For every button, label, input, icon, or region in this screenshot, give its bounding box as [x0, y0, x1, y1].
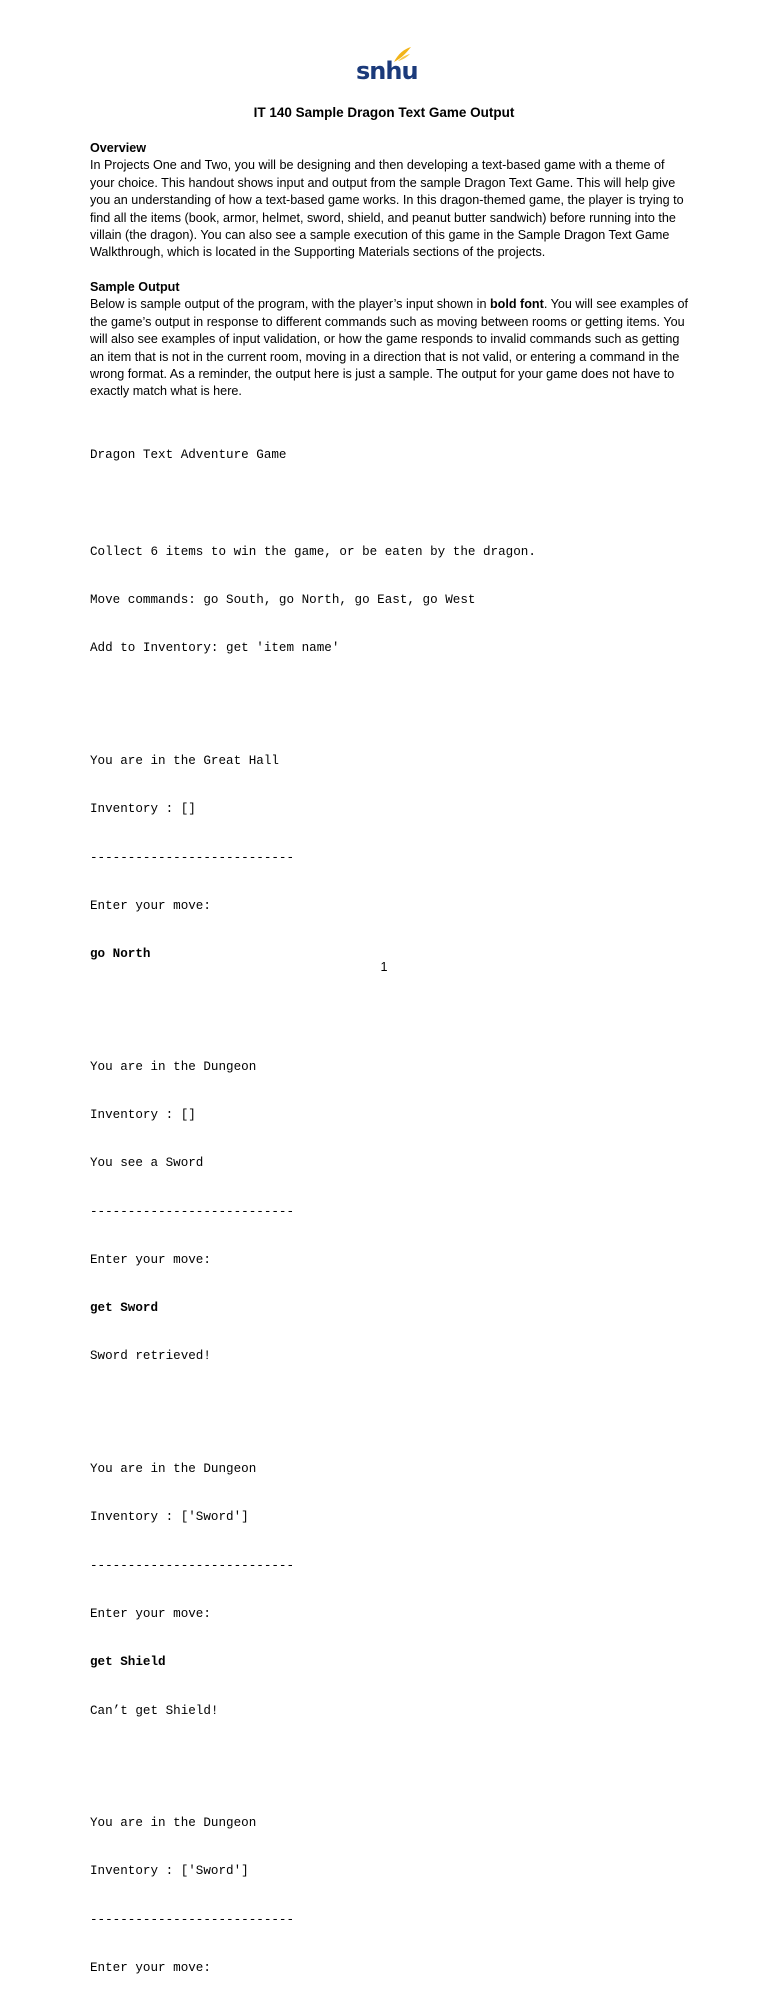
console-player-input: get Sword	[90, 1301, 159, 1316]
console-separator: ---------------------------	[90, 850, 295, 865]
overview-paragraph: In Projects One and Two, you will be designing and then developing a text-based game with a theme of your choice. This handout shows input and output from the sample Dragon Text Game. This will help give you an understanding of how a text-based game works. In this dragon-themed game, the player is trying to find all the items (book, armor, helmet, sword, shield, and peanut butter sandwich) before running into the villain (the dragon). You can also see a sample execution of this game in the Sample Dragon Text Game Walkthrough, which is located in the Supporting Materials sections of the projects.	[90, 158, 684, 260]
console-prompt: Enter your move:	[90, 1961, 211, 1975]
console-output	[90, 415, 710, 1992]
snhu-logo	[356, 46, 418, 90]
console-inventory: Inventory : ['Sword']	[90, 1510, 249, 1525]
console-separator: ---------------------------	[90, 1912, 295, 1927]
console-prompt: Enter your move:	[90, 898, 211, 913]
console-location: You are in the Great Hall	[90, 753, 279, 768]
sample-output-section	[90, 279, 690, 401]
console-inventory: Inventory : ['Sword']	[90, 1864, 249, 1879]
console-prompt: Enter your move:	[90, 1606, 211, 1621]
console-response: Sword retrieved!	[90, 1349, 211, 1364]
sample-output-heading: Sample Output	[90, 280, 180, 294]
console-player-input: get Shield	[90, 1655, 166, 1670]
console-inventory: Inventory : []	[90, 802, 196, 817]
console-player-input: go North	[90, 947, 151, 962]
console-intro-line: Add to Inventory: get 'item name'	[90, 641, 340, 656]
console-intro-line: Collect 6 items to win the game, or be eaten by the dragon.	[90, 544, 536, 559]
console-location: You are in the Dungeon	[90, 1462, 257, 1477]
console-intro-line: Move commands: go South, go North, go East, go West	[90, 593, 476, 608]
console-game-title: Dragon Text Adventure Game	[90, 448, 287, 463]
console-location: You are in the Dungeon	[90, 1816, 257, 1831]
console-separator: ---------------------------	[90, 1558, 295, 1573]
console-prompt: Enter your move:	[90, 1252, 211, 1267]
console-response: Can’t get Shield!	[90, 1703, 219, 1718]
document-title: IT 140 Sample Dragon Text Game Output	[253, 105, 515, 120]
sample-output-text-1: Below is sample output of the program, with the player’s input shown in	[90, 297, 490, 312]
sample-output-paragraph	[90, 296, 690, 400]
overview-heading: Overview	[90, 141, 147, 155]
console-location: You are in the Dungeon	[90, 1059, 257, 1074]
bold-font-term: bold font	[489, 297, 544, 312]
overview-section	[90, 140, 690, 262]
sample-output-text-2: . You will see examples of the game’s output in response to different commands such as moving between rooms or getting items. You will also see examples of input validation, or how the game responds to invalid commands such as getting an item that is not in the current room, moving in a direction that is not valid, or entering a command in the wrong format. As a reminder, the output here is just a sample. The output for your game does not have to exactly match what is here.	[90, 297, 689, 399]
page-number: 1	[380, 960, 388, 974]
console-inventory: Inventory : []	[90, 1108, 196, 1123]
console-separator: ---------------------------	[90, 1204, 295, 1219]
logo-text: snhu	[356, 57, 418, 85]
console-item-seen: You see a Sword	[90, 1156, 204, 1171]
